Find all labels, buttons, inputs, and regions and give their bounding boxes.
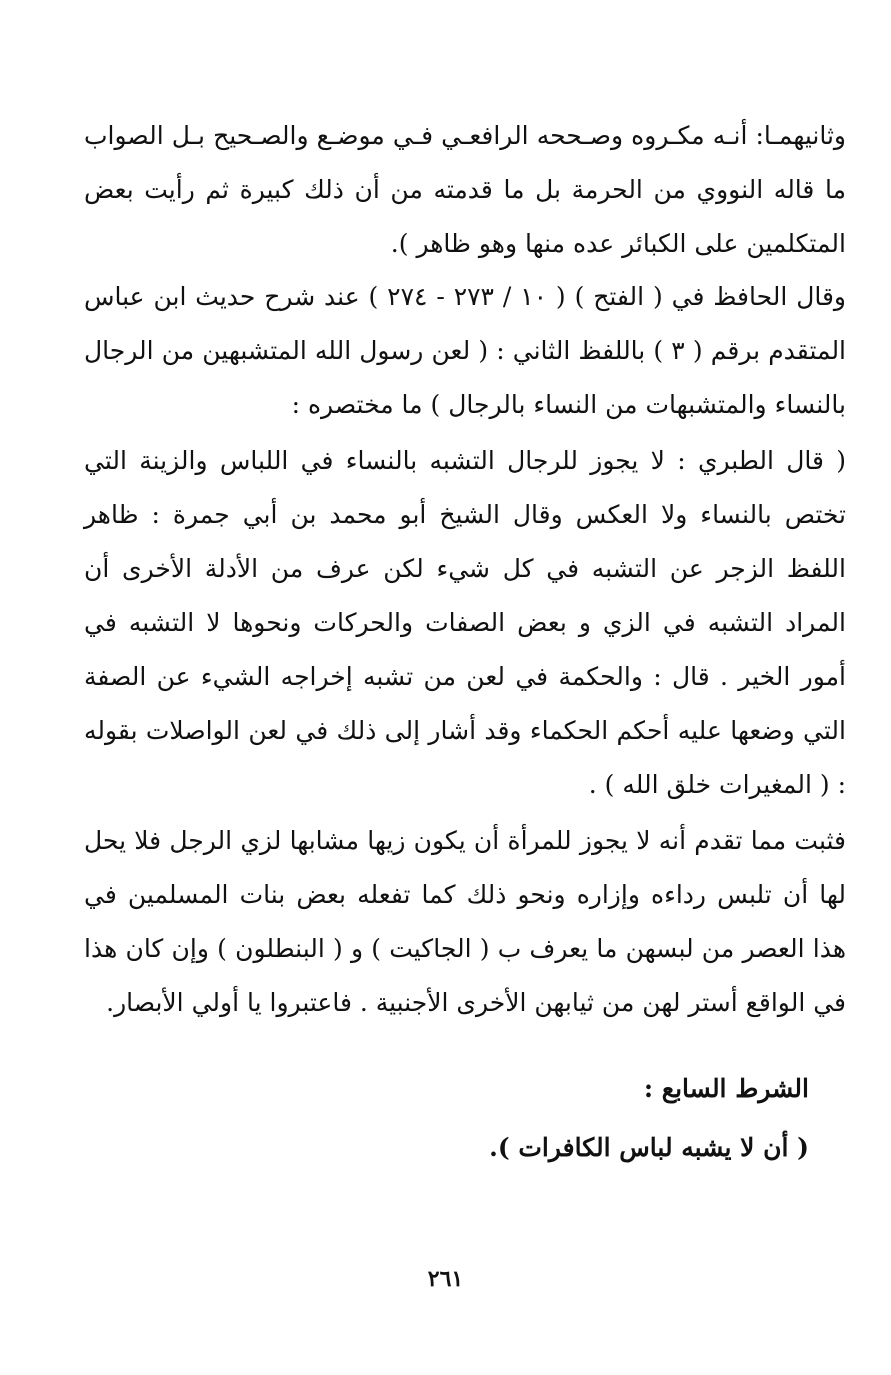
- condition-text: ( أن لا يشبه لباس الكافرات ).: [489, 1133, 809, 1162]
- page-number: ٢٦١: [427, 1266, 464, 1292]
- paragraph-conclusion: فثبت مما تقدم أنه لا يجوز للمرأة أن يكون زيها مشابها لزي الرجل فلا يحل لها أن تلبس رداءه وإزاره ونحو ذلك كما تفعله بعض بنات المسلمين في هذا العصر من لبسهن ما يعرف ب ( الجاكيت ) و ( البنطلون ) وإن كان هذا في الواقع أستر لهن من ثيابهن الأخرى الأجنبية . فاعتبروا يا أولي الأبصار.: [84, 826, 846, 1017]
- paragraph-hafiz-quote: وقال الحافظ في ( الفتح ) ( ١٠ / ٢٧٣ - ٢٧٤ ) عند شرح حديث ابن عباس المتقدم برقم ( ٣ ) باللفظ الثاني : ( لعن رسول الله المتشبهين من الرجال بالنساء والمتشبهات من النساء بالرجال ) ما مختصره :: [84, 282, 847, 419]
- section-heading: الشرط السابع :: [643, 1074, 809, 1103]
- paragraph-second-opinion: وثانيهمـا: أنـه مكـروه وصـححه الرافعـي فـي موضـع والصـحيح بـل الصواب ما قاله النووي من الحرمة بل ما قدمته من أن ذلك كبيرة ثم رأيت بعض المتكلمين على الكبائر عده منها وهو ظاهر ).: [84, 121, 846, 258]
- paragraph-tabari-quote: ( قال الطبري : لا يجوز للرجال التشبه بالنساء في اللباس والزينة التي تختص بالنساء ولا العكس وقال الشيخ أبو محمد بن أبي جمرة : ظاهر اللفظ الزجر عن التشبه في كل شيء لكن عرف من الأدلة الأخرى أن المراد التشبه في الزي و بعض الصفات والحركات ونحوها لا التشبه في أمور الخير . قال : والحكمة في لعن من تشبه إخراجه الشيء عن الصفة التي وضعها عليه أحكم الحكماء وقد أشار إلى ذلك في لعن الواصلات بقوله : ( المغيرات خلق الله ) .: [84, 446, 846, 799]
